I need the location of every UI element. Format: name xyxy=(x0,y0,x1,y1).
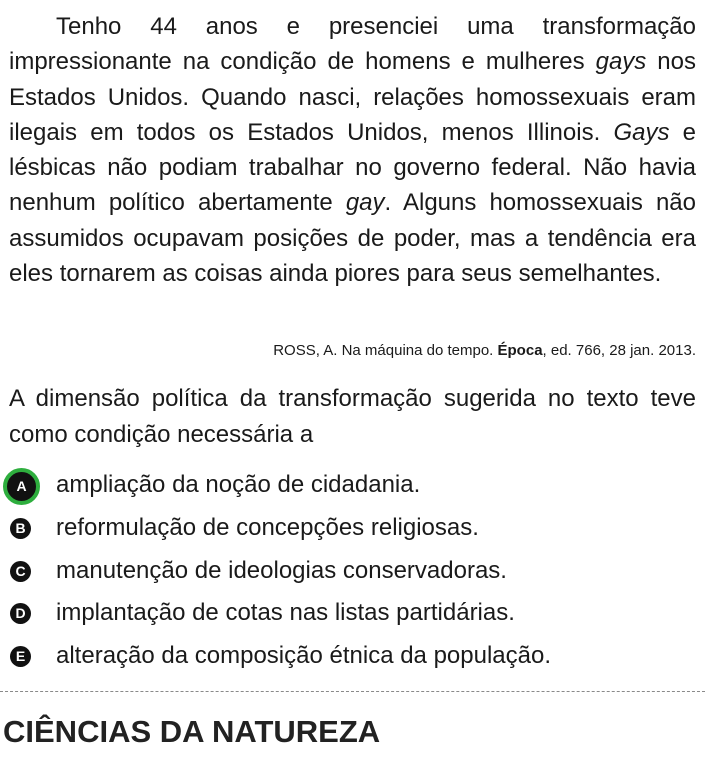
passage-text xyxy=(9,9,696,291)
option-letter-badge-selected[interactable]: A xyxy=(3,468,40,505)
passage-segment: Tenho 44 anos e presenciei uma transformação impressionante na condição de homens e mulheres xyxy=(9,13,696,76)
option-c[interactable] xyxy=(0,553,705,589)
option-text[interactable]: ampliação da noção de cidadania. xyxy=(56,471,421,498)
passage-paragraph xyxy=(9,9,696,291)
option-text[interactable]: reformulação de concepções religiosas. xyxy=(56,514,479,541)
passage-segment-italic: gays xyxy=(595,48,647,76)
section-divider xyxy=(0,691,705,692)
passage-segment: nos Estados Unidos. Quando nasci, relações homossexuais eram ilegais em todos os Estados Unidos, menos Illinois. xyxy=(9,48,696,146)
source-citation xyxy=(273,341,696,361)
passage-segment: . Alguns homossexuais não assumidos ocupavam posições de poder, mas a tendência era eles tornarem as coisas ainda piores para seus semelhantes. xyxy=(9,189,697,288)
citation-publication: Época xyxy=(497,342,543,359)
option-letter-badge[interactable]: E xyxy=(10,646,31,667)
section-title: CIÊNCIAS DA NATUREZA xyxy=(3,714,381,749)
option-a[interactable] xyxy=(0,467,705,503)
passage-segment-italic: gay xyxy=(345,189,385,217)
option-text[interactable]: manutenção de ideologias conservadoras. xyxy=(56,557,507,584)
option-d[interactable] xyxy=(0,595,705,631)
option-letter-badge[interactable]: C xyxy=(10,561,31,582)
passage-segment-italic: Gays xyxy=(613,118,670,146)
option-letter-badge[interactable]: B xyxy=(10,518,31,539)
citation-prefix: ROSS, A. Na máquina do tempo. xyxy=(273,342,498,359)
question-prompt: A dimensão política da transformação sugerida no texto teve como condição necessária a xyxy=(9,385,696,448)
option-b[interactable] xyxy=(0,510,705,546)
option-text[interactable]: alteração da composição étnica da população. xyxy=(56,642,551,669)
passage-segment: e lésbicas não podiam trabalhar no governo federal. Não havia nenhum político abertamente xyxy=(9,118,696,217)
option-text[interactable]: implantação de cotas nas listas partidárias. xyxy=(56,599,515,626)
citation-suffix: , ed. 766, 28 jan. 2013. xyxy=(542,342,696,359)
option-letter-badge[interactable]: D xyxy=(10,603,31,624)
option-e[interactable] xyxy=(0,638,705,674)
